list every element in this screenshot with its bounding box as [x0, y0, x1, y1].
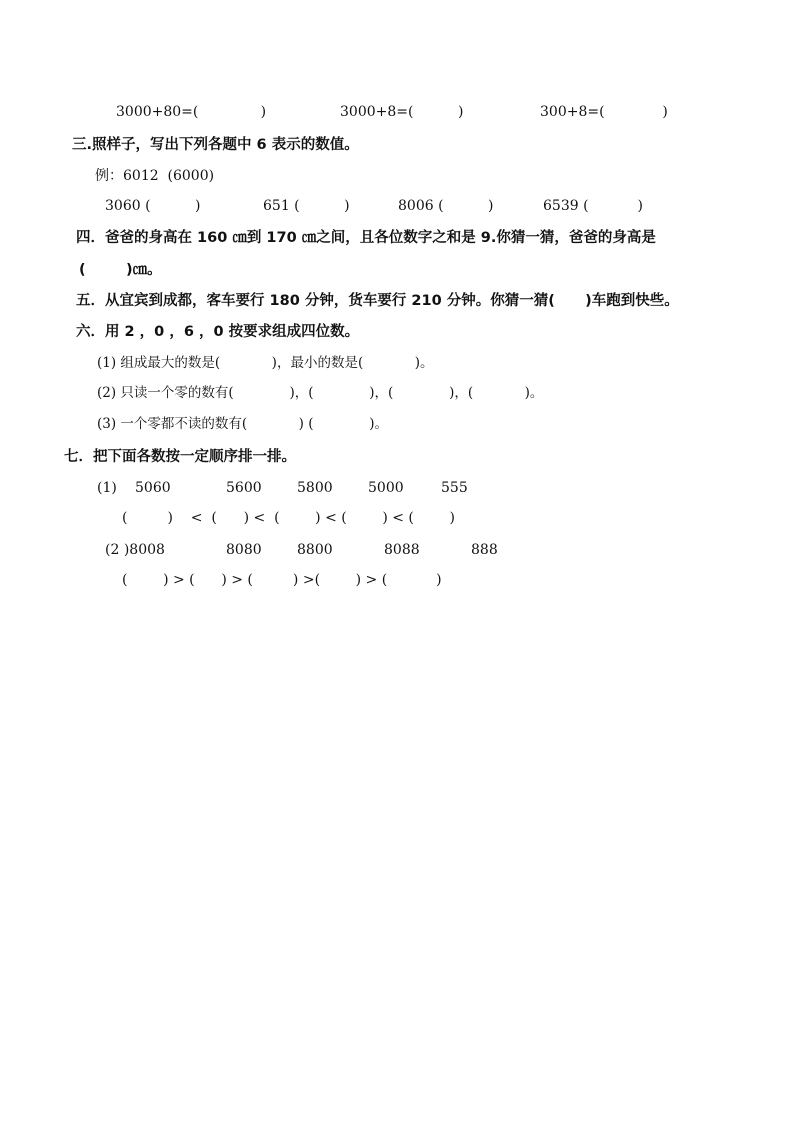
- arith-item-3: 300+8=( ): [540, 104, 668, 120]
- section-3-item-2: 651 ( ): [263, 198, 350, 214]
- arith-item-1: 3000+80=( ): [116, 104, 267, 120]
- section-7-q1-number: 5000: [368, 480, 404, 496]
- section-7-q1-number: 5060: [135, 480, 171, 496]
- section-4-line-2: ( )㎝。: [79, 262, 162, 278]
- section-7-q1-number: 5800: [297, 480, 333, 496]
- section-7-q2-number: 8088: [384, 542, 420, 558]
- section-3-item-3: 8006 ( ): [398, 198, 494, 214]
- section-7-q2-number: 8080: [226, 542, 262, 558]
- section-7-q1-number: 555: [441, 480, 468, 496]
- section-6-question-1: (1) 组成最大的数是( )，最小的数是( )。: [97, 355, 434, 371]
- section-3-item-1: 3060 ( ): [105, 198, 201, 214]
- section-6-question-2: (2) 只读一个零的数有( )，( )，( )，( )。: [97, 385, 544, 401]
- section-4-line-1: 四．爸爸的身高在 160 ㎝到 170 ㎝之间，且各位数字之和是 9.你猜一猜，爸爸的身高是: [76, 230, 656, 246]
- section-7-q2-number: 888: [471, 542, 498, 558]
- section-7-q1-answer-row: ( ) < ( ) < ( ) < ( ) < ( ): [122, 510, 455, 526]
- section-6-title: 六．用 2 ，0 ，6 ，0 按要求组成四位数。: [76, 324, 360, 340]
- section-7-q2-number: 8800: [297, 542, 333, 558]
- section-3-item-4: 6539 ( ): [543, 198, 643, 214]
- arith-item-2: 3000+8=( ): [340, 104, 464, 120]
- section-3-example: 例：6012 (6000): [95, 168, 215, 184]
- section-3-title: 三.照样子，写出下列各题中 6 表示的数值。: [72, 137, 359, 153]
- section-7-q2-label: (2 )8008: [105, 542, 165, 558]
- section-5-line: 五．从宜宾到成都，客车要行 180 分钟，货车要行 210 分钟。你猜一猜( )车跑到快些。: [76, 293, 679, 309]
- section-6-question-3: (3) 一个零都不读的数有( ) ( )。: [97, 416, 389, 432]
- section-7-q1-label: (1): [97, 480, 117, 496]
- section-7-q1-number: 5600: [226, 480, 262, 496]
- section-7-title: 七．把下面各数按一定顺序排一排。: [64, 449, 296, 465]
- section-7-q2-answer-row: ( ) > ( ) > ( ) >( ) > ( ): [122, 572, 442, 588]
